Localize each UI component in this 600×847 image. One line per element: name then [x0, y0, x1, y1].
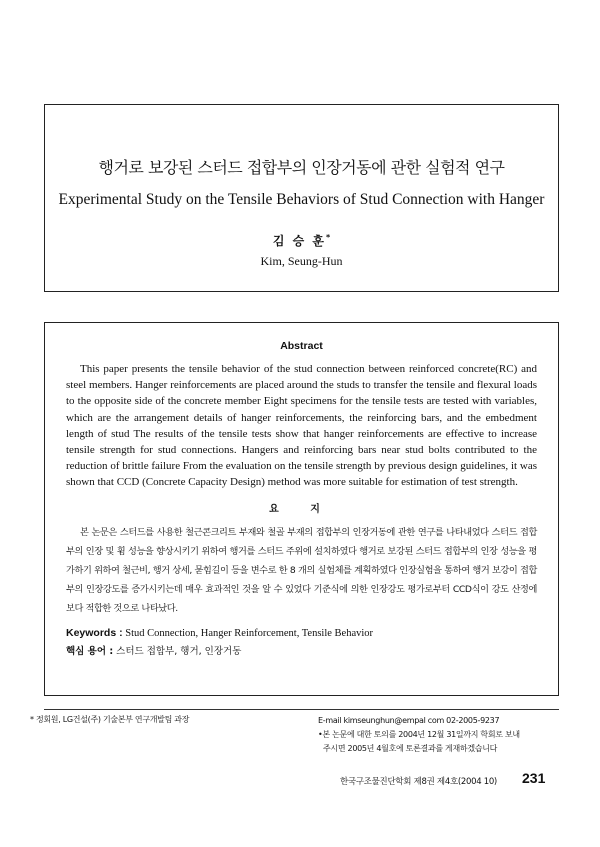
journal-citation: 한국구조물진단학회 제8권 제4호(2004 10)	[340, 777, 497, 787]
discussion-note-line1: •본 논문에 대한 토의를 2004년 12월 31일까지 학회로 보내	[318, 730, 520, 739]
email-line: E-mail kimseunghun@empal com 02-2005-9237	[318, 716, 500, 725]
paper-title-korean: 행거로 보강된 스터드 접합부의 인장거동에 관한 실험적 연구	[98, 158, 505, 177]
paper-title-english: Experimental Study on the Tensile Behaviors of Stud Connection with Hanger	[58, 191, 545, 208]
contact-footnote	[318, 714, 568, 756]
korean-keywords-label: 핵심 용어 :	[66, 645, 114, 657]
author-korean-text: 김 승 훈	[272, 234, 326, 248]
author-footnote-mark: *	[325, 233, 331, 242]
author-name-english: Kim, Seung-Hun	[260, 254, 343, 268]
footnote-divider	[44, 709, 559, 710]
keywords-line	[66, 627, 537, 639]
title-box	[44, 104, 559, 292]
abstract-box	[44, 322, 559, 696]
author-affiliation-footnote: * 정회원, LG건설(주) 기술본부 연구개발팀 과장	[30, 715, 190, 724]
keywords-label: Keywords :	[66, 626, 123, 639]
discussion-note-line2: 주시면 2005년 4월호에 토론결과를 게재하겠습니다	[323, 744, 498, 753]
abstract-text: This paper presents the tensile behavior of the stud connection between reinforced concrete(RC) and steel members. Hanger reinforcements are placed around the studs to transfer the tensile and flexural loads to the opposite side of the concrete member Eight specimens for the tensile tests are tested with variables, which are the arrangement details of hanger reinforcements, the reinforcing bars, and the embedment length of stud The results of the tensile tests show that hanger reinforcements are effective to increase tensile strength for stud connections. Hangers and reinforcing bars near stud bolts contributed to the reduction of brittle failure From the evaluation on the tensile strength by previous design guidelines, it was shown that CCD (Concrete Capacity Design) method was more suitable for estimation of test strength.	[66, 363, 537, 489]
korean-keywords-line	[66, 643, 537, 657]
korean-summary-heading: 요 지	[269, 503, 334, 515]
page-number: 231	[522, 770, 546, 786]
abstract-heading: Abstract	[280, 340, 323, 352]
korean-keywords-text: 스터드 접합부, 행거, 인장거동	[116, 645, 242, 657]
korean-summary-text: 본 논문은 스터드를 사용한 철근콘크리트 부재와 철골 부재의 접합부의 인장거동에 관한 연구를 나타내었다 스터드 접합부의 인장 및 휨 성능을 향상시키기 위하여 행거를 스터드 주위에 설치하였다 행거로 보강된 스터드 접합부의 인장 성능을 평가하기 위하여 철근비, 행거 상세, 묻힘길이 등을 변수로 한 8 개의 실험체를 계획하였다 인장실험을 통하여 행거 보강이 접합부의 인장강도를 증가시키는데 매우 효과적인 것을 알 수 있었다 기준식에 의한 인장강도 평가로부터 CCD식이 강도 산정에 보다 적합한 것으로 나타났다.	[66, 526, 537, 614]
keywords-text: Stud Connection, Hanger Reinforcement, Tensile Behavior	[125, 627, 374, 639]
author-name-korean	[45, 232, 558, 249]
